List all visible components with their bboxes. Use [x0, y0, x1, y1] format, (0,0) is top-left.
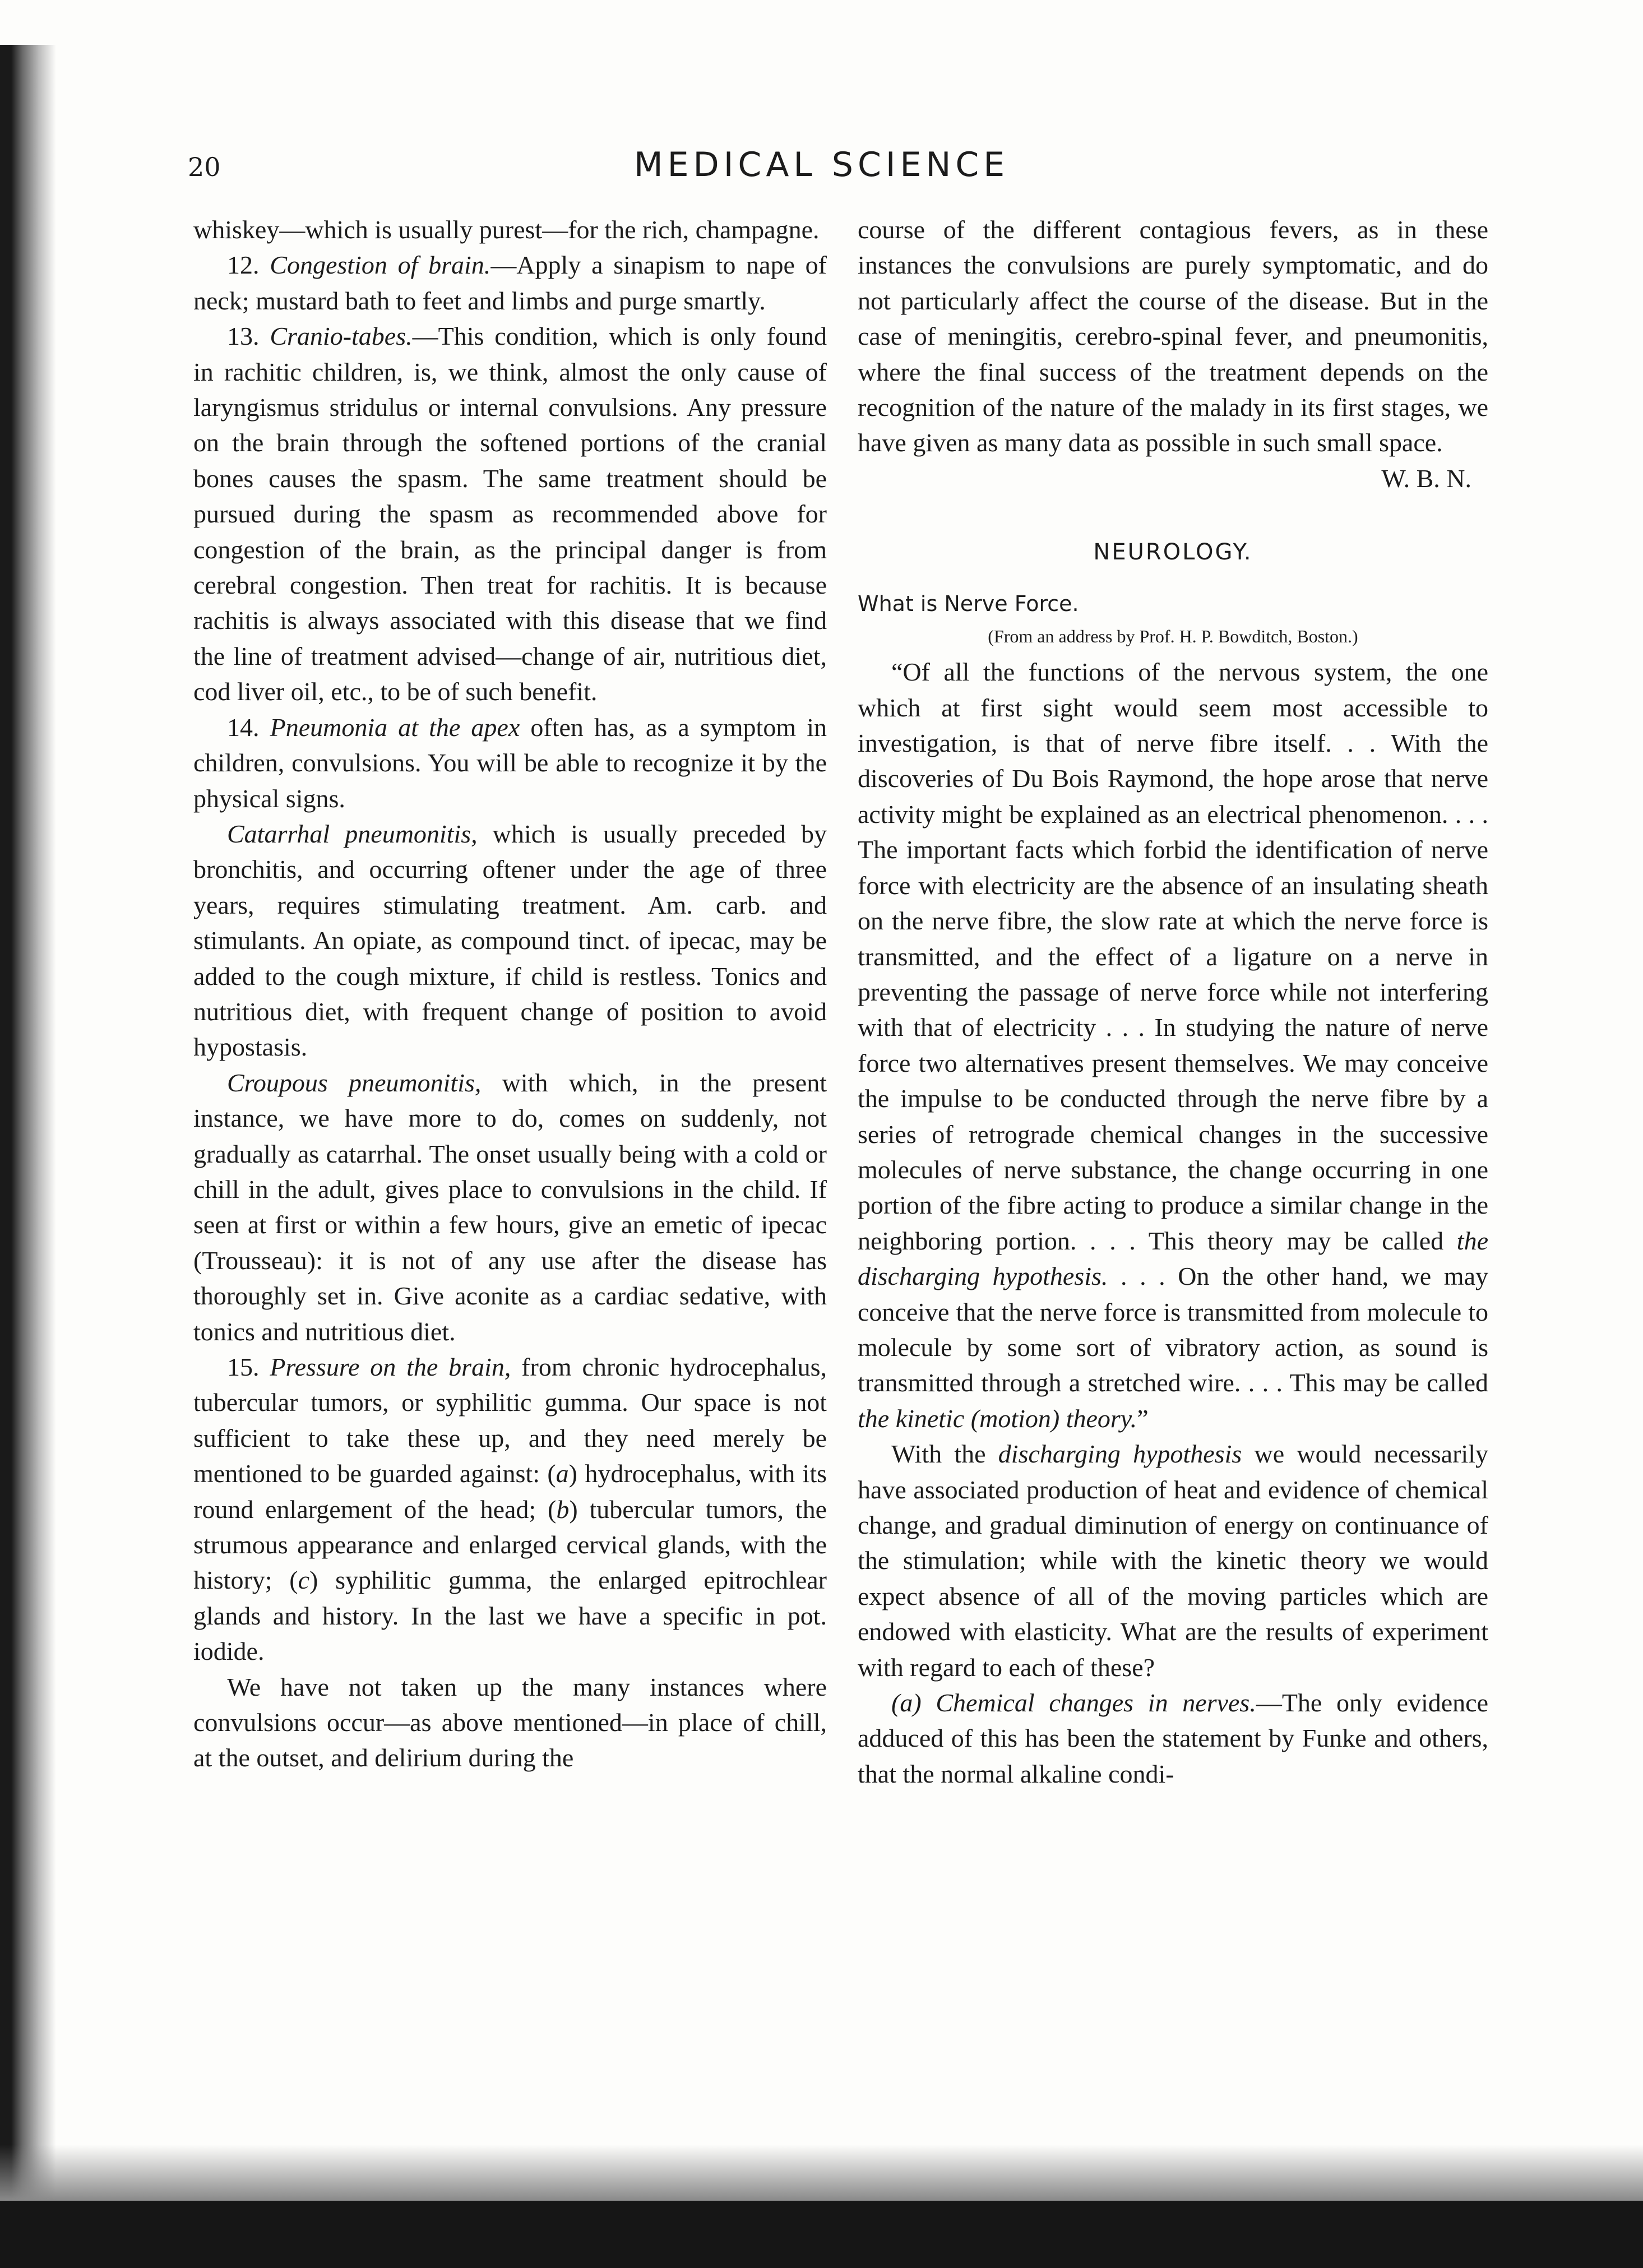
paragraph-congestion-of-brain	[193, 247, 827, 318]
article-source: (From an address by Prof. H. P. Bowditch, Boston.)	[988, 626, 1358, 647]
item-text: which is usually preceded by bronchitis, and occurring oftener under the age of three years, requires stimulating treatment. Am. carb. and stimulants. An opiate, as compound tinct. of ipecac, may be added to the cough mixture, if child is restless. Tonics and nutritious diet, with frequent change of position to avoid hypostasis.	[193, 819, 827, 1062]
item-title: Catarrhal pneumonitis,	[227, 819, 478, 848]
item-title: Cranio-tabes.	[270, 322, 413, 351]
list-marker: b	[556, 1494, 570, 1524]
quote-text: “Of all the functions of the nervous system, the one which at first sight would seem most accessible to investigation, is that of nerve fibre itself. . . With the discoveries of Du Bois Raymond, the hope arose that nerve activity might be explained as an electrical phenomenon. . . . The important facts which forbid the identification of nerve force with electricity are the absence of an insulating sheath on the nerve fibre, the slow rate at which the nerve force is transmitted, and the effect of a ligature on a nerve in preventing the passage of nerve force while not interfering with that of electricity . . . In studying the nature of nerve force two alternatives present themselves. We may conceive the impulse to be conducted through the nerve fibre by a series of retrograde chemical changes in the successive molecules of nerve substance, the change occurring in one portion of the fibre acting to produce a similar change in the neighboring portion. . . . This theory may be called	[858, 658, 1488, 1255]
author-signature: W. B. N.	[1381, 464, 1471, 493]
running-title: MEDICAL SCIENCE	[633, 145, 1010, 184]
paragraph-pneumonia-apex	[193, 710, 827, 816]
left-column	[193, 212, 827, 1776]
paragraph-chemical-changes	[858, 1685, 1488, 1792]
emphasis: the kinetic (motion) theory.	[858, 1404, 1137, 1433]
item-text: —This condition, which is only found in rachitic children, is, we think, almost the only cause of laryngismus stridulus or internal convulsions. Any pressure on the brain through the softened portions of the cranial bones causes the spasm. The same treatment should be pursued during the spasm as recommended above for congestion of the brain, as the principal danger is from cerebral congestion. Then treat for rachitis. It is because rachitis is always associated with this disease that we find the line of treatment advised—change of air, nutritious diet, cod liver oil, etc., to be of such benefit.	[193, 322, 827, 706]
paragraph-quotation	[858, 654, 1488, 1436]
paragraph: We have not taken up the many instances where convulsions occur—as above mentioned—in place of chill, at the outset, and delirium during the	[193, 1672, 827, 1772]
paragraph: whiskey—which is usually purest—for the rich, champagne.	[193, 215, 820, 244]
item-text: with which, in the present instance, we have more to do, comes on suddenly, not gradually as catarrhal. The onset usually being with a cold or chill in the adult, gives place to convulsions in the child. If seen at first or within a few hours, give an emetic of ipecac (Trousseau): it is not of any use after the disease has thoroughly set in. Give aconite as a cardiac sedative, with tonics and nutritious diet.	[193, 1068, 827, 1346]
item-text: With the	[891, 1440, 998, 1469]
emphasis: the discharging hypothesis.	[858, 1226, 1488, 1291]
emphasis: discharging hypothesis	[998, 1440, 1242, 1469]
article-title: What is Nerve Force.	[858, 591, 1079, 617]
paragraph-croupous-pneumonitis	[193, 1065, 827, 1349]
item-text: from chronic hydrocephalus, tubercular tumors, or syphilitic gumma. Our space is not sufficient to take these up, and they need merely be mentioned to be guarded against: (	[193, 1353, 827, 1488]
list-marker: c	[298, 1566, 310, 1595]
item-text: often has, as a symptom in children, convulsions. You will be able to recognize it by the physical signs.	[193, 712, 827, 813]
item-text: we would necessarily have associated production of heat and evidence of chemical change, and gradual diminution of energy on continuance of the stimulation; while with the kinetic theory we would expect absence of all of the moving particles which are endowed with elasticity. What are the results of experiment with regard to each of these?	[858, 1440, 1488, 1682]
paragraph-discharging-hypothesis	[858, 1436, 1488, 1685]
item-number: 13.	[227, 322, 270, 351]
scan-binding-edge	[0, 45, 56, 2268]
item-text: ) tubercular tumors, the strumous appearance and enlarged cervical glands, with the history; (	[193, 1494, 827, 1595]
page-number: 20	[188, 152, 221, 182]
item-text: —Apply a sinapism to nape of neck; mustard bath to feet and limbs and purge smartly.	[193, 251, 827, 315]
item-title: Chemical changes in nerves.	[936, 1688, 1256, 1718]
item-text: ) syphilitic gumma, the enlarged epitrochlear glands and history. In the last we have a specific in pot. iodide.	[193, 1566, 827, 1666]
scan-bottom-shadow	[0, 2145, 1643, 2201]
item-title: Croupous pneumonitis,	[227, 1068, 482, 1097]
item-title: Pressure on the brain,	[270, 1353, 511, 1381]
right-column	[858, 212, 1488, 1792]
item-text: —The only evidence adduced of this has been the statement by Funke and others, that the normal alkaline condi-	[858, 1688, 1488, 1788]
item-number: 14.	[227, 712, 270, 742]
item-number: 12.	[227, 251, 270, 280]
item-text: ) hydrocephalus, with its round enlargement of the head; (	[193, 1459, 827, 1524]
list-marker: (a)	[891, 1688, 936, 1718]
paragraph: course of the different contagious fevers, as in these instances the convulsions are purely symptomatic, and do not particularly affect the course of the disease. But in the case of meningitis, cerebro-spinal fever, and pneumonitis, where the final success of the treatment depends on the recognition of the nature of the malady in its first stages, we have given as many data as possible in such small space.	[858, 215, 1488, 457]
quote-text: . . . On the other hand, we may conceive that the nerve force is transmitted from molecule to molecule by some sort of vibratory action, as sound is transmitted through a stretched wire. . . . This may be called	[858, 1262, 1488, 1397]
quote-close: ”	[1137, 1404, 1149, 1433]
item-number: 15.	[227, 1353, 270, 1381]
item-title: Pneumonia at the apex	[270, 712, 520, 742]
paragraph-pressure-on-brain	[193, 1349, 827, 1669]
item-title: Congestion of brain.	[270, 251, 491, 280]
section-heading: NEUROLOGY.	[1093, 539, 1253, 566]
paragraph-cranio-tabes	[193, 318, 827, 709]
scan-bottom-edge	[0, 2201, 1643, 2268]
paragraph-catarrhal-pneumonitis	[193, 816, 827, 1065]
list-marker: a	[556, 1459, 569, 1488]
